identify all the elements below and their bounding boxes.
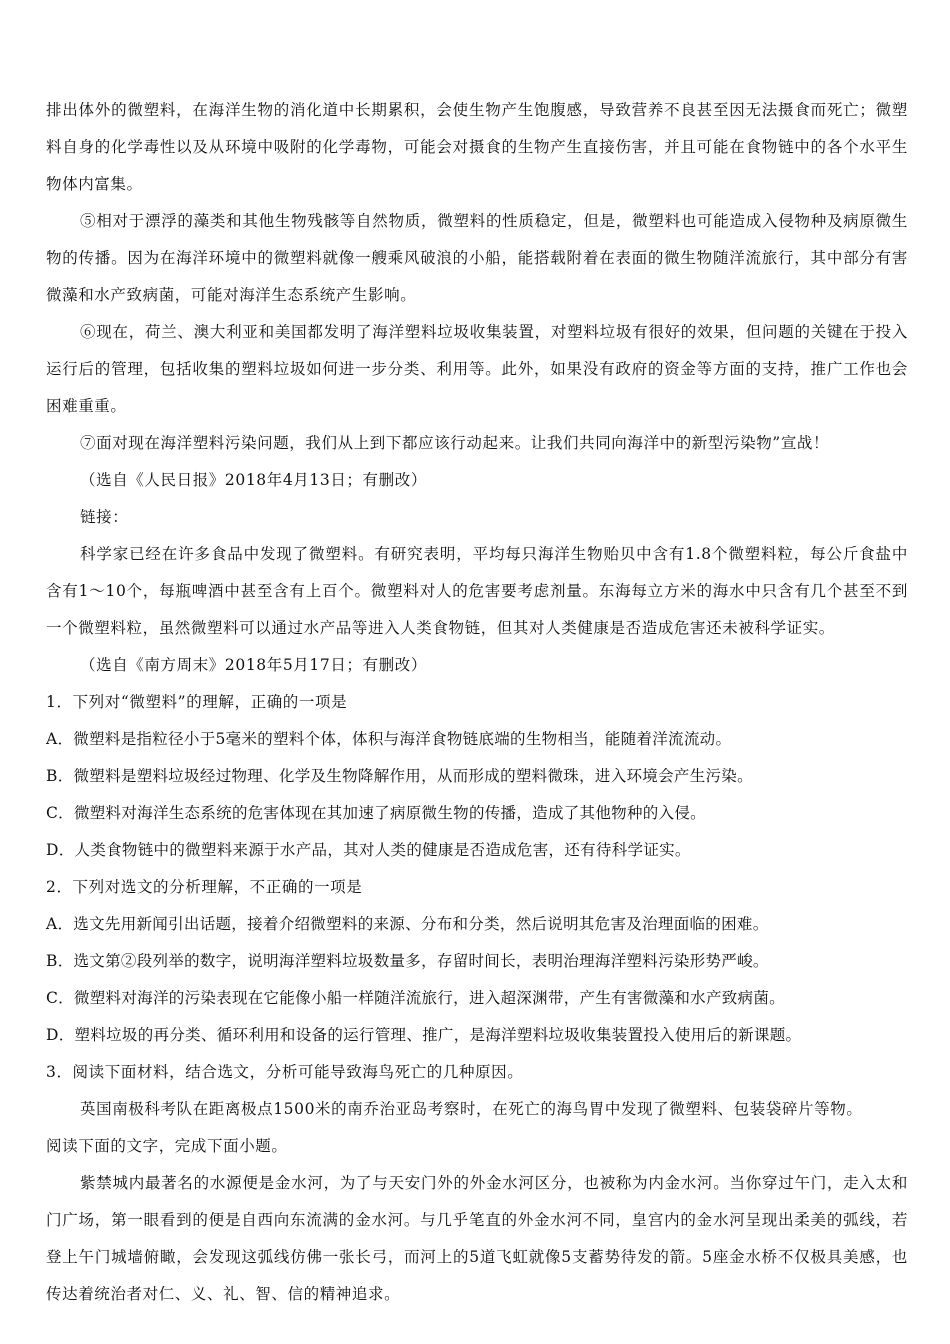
question-2-option-c: C．微塑料对海洋的污染表现在它能像小船一样随洋流旅行，进入超深渊带，产生有害微藻和水产致病菌。 <box>46 989 785 1007</box>
question-2-option-a: A．选文先用新闻引出话题，接着介绍微塑料的来源、分布和分类，然后说明其危害及治理面临的困难。 <box>46 915 769 933</box>
question-2-option-d: D．塑料垃圾的再分类、循环利用和设备的运行管理、推广，是海洋塑料垃圾收集装置投入使用后的新课题。 <box>46 1026 802 1044</box>
reading-paragraph-1: 紫禁城内最著名的水源便是金水河，为了与天安门外的外金水河区分，也被称为内金水河。当你穿过午门，走入太和门广场，第一眼看到的便是自西向东流满的金水河。与几乎笔直的外金水河不同，皇宫内的金水河呈现出柔美的弧线，若登上午门城墙俯瞰，会发现这弧线仿佛一张长弓，而河上的5道飞虹就像5支蓄势待发的箭。5座金水桥不仅极具美感，也传达着统治者对仁、义、礼、智、信的精神追求。 <box>46 1174 908 1303</box>
paragraph-7: ⑦面对现在海洋塑料污染问题，我们从上到下都应该行动起来。让我们共同向海洋中的新型污染物”宣战！ <box>80 434 830 452</box>
question-2-option-b: B．选文第②段列举的数字，说明海洋塑料垃圾数量多，存留时间长，表明治理海洋塑料污染形势严峻。 <box>46 952 769 970</box>
question-1-option-c: C．微塑料对海洋生态系统的危害体现在其加速了病原微生物的传播，造成了其他物种的入侵。 <box>46 804 706 822</box>
reading-intro: 阅读下面的文字，完成下面小题。 <box>46 1137 288 1155</box>
question-3-material: 英国南极科考队在距离极点1500米的南乔治亚岛考察时，在死亡的海鸟胃中发现了微塑料、包装袋碎片等物。 <box>80 1100 863 1118</box>
document-page <box>46 92 908 1313</box>
source-citation-2: （选自《南方周末》2018年5月17日；有删改） <box>80 656 427 674</box>
question-1-option-a: A．微塑料是指粒径小于5毫米的塑料个体，体积与海洋食物链底端的生物相当，能随着洋流流动。 <box>46 730 732 748</box>
question-2-stem: 2．下列对选文的分析理解，不正确的一项是 <box>46 878 363 896</box>
paragraph-4-continued: 排出体外的微塑料，在海洋生物的消化道中长期累积，会使生物产生饱腹感，导致营养不良甚至因无法摄食而死亡；微塑料自身的化学毒性以及从环境中吸附的化学毒物，可能会对摄食的生物产生直接伤害，并且可能在食物链中的各个水平生物体内富集。 <box>46 101 908 193</box>
paragraph-5: ⑤相对于漂浮的藻类和其他生物残骸等自然物质，微塑料的性质稳定，但是，微塑料也可能造成入侵物种及病原微生物的传播。因为在海洋环境中的微塑料就像一艘乘风破浪的小船，能搭载附着在表面的微生物随洋流旅行，其中部分有害微藻和水产致病菌，可能对海洋生态系统产生影响。 <box>46 212 908 304</box>
link-label: 链接： <box>80 508 129 526</box>
question-1-stem: 1．下列对“微塑料”的理解，正确的一项是 <box>46 693 348 711</box>
question-1-option-d: D．人类食物链中的微塑料来源于水产品，其对人类的健康是否造成危害，还有待科学证实。 <box>46 841 691 859</box>
paragraph-6: ⑥现在，荷兰、澳大利亚和美国都发明了海洋塑料垃圾收集装置，对塑料垃圾有很好的效果，但问题的关键在于投入运行后的管理，包括收集的塑料垃圾如何进一步分类、利用等。此外，如果没有政府的资金等方面的支持，推广工作也会困难重重。 <box>46 323 908 415</box>
link-paragraph: 科学家已经在许多食品中发现了微塑料。有研究表明，平均每只海洋生物贻贝中含有1.8个微塑料粒，每公斤食盐中含有1～10个，每瓶啤酒中甚至含有上百个。微塑料对人的危害要考虑剂量。东海每立方米的海水中只含有几个甚至不到一个微塑料粒，虽然微塑料可以通过水产品等进入人类食物链，但其对人类健康是否造成危害还未被科学证实。 <box>46 545 908 637</box>
question-1-option-b: B．微塑料是塑料垃圾经过物理、化学及生物降解作用，从而形成的塑料微珠，进入环境会产生污染。 <box>46 767 753 785</box>
source-citation-1: （选自《人民日报》2018年4月13日；有删改） <box>80 471 427 489</box>
question-3-stem: 3．阅读下面材料，结合选文，分析可能导致海鸟死亡的几种原因。 <box>46 1063 524 1081</box>
